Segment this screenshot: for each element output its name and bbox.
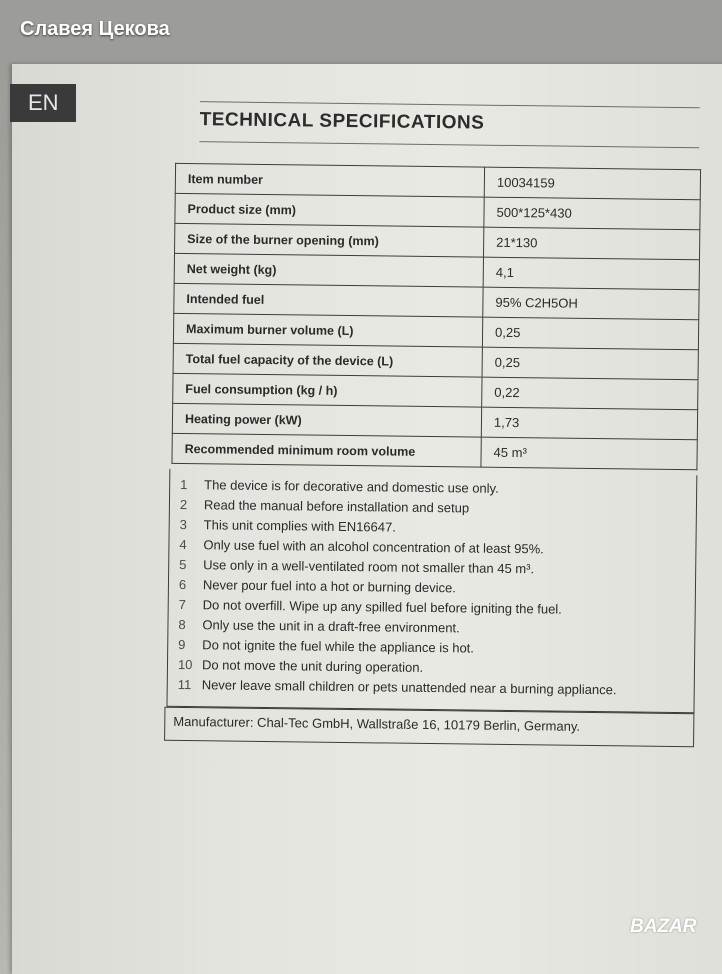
seller-watermark: Славея Цекова xyxy=(20,18,170,40)
spec-table xyxy=(171,163,701,470)
note-text: Do not overfill. Wipe up any spilled fuel before igniting the fuel. xyxy=(202,597,562,617)
note-number: 4 xyxy=(179,536,187,553)
title-rule-top xyxy=(200,101,700,108)
note-number: 7 xyxy=(178,596,187,613)
spec-value: 0,22 xyxy=(482,377,698,410)
note-number: 3 xyxy=(179,516,188,533)
page-title: TECHNICAL SPECIFICATIONS xyxy=(199,109,485,134)
spec-value: 4,1 xyxy=(483,257,699,290)
spec-label: Recommended minimum room volume xyxy=(172,433,481,467)
spec-value: 10034159 xyxy=(484,167,700,200)
spec-label: Total fuel capacity of the device (L) xyxy=(173,343,482,377)
safety-notes xyxy=(166,469,697,713)
spec-value: 1,73 xyxy=(481,407,697,440)
note-text: The device is for decorative and domestic use only. xyxy=(204,477,499,496)
note-text: Only use fuel with an alcohol concentration of at least 95%. xyxy=(203,537,544,557)
note-number: 11 xyxy=(177,676,192,693)
note-text: This unit complies with EN16647. xyxy=(203,517,396,535)
spec-label: Net weight (kg) xyxy=(174,253,483,287)
spec-label: Intended fuel xyxy=(174,283,483,317)
note-text: Do not ignite the fuel while the appliance is hot. xyxy=(202,637,475,656)
spec-value: 95% C2H5OH xyxy=(483,287,699,320)
spec-label: Size of the burner opening (mm) xyxy=(175,223,484,257)
note-number: 1 xyxy=(180,476,188,493)
bazar-logo xyxy=(630,916,714,946)
note-text: Do not move the unit during operation. xyxy=(201,657,424,675)
note-number: 10 xyxy=(177,656,193,673)
note-text: Never leave small children or pets unattended near a burning appliance. xyxy=(201,677,617,698)
note-number: 6 xyxy=(178,576,187,593)
spec-label: Item number xyxy=(175,163,484,197)
note-text: Never pour fuel into a hot or burning device. xyxy=(202,577,456,596)
note-number: 8 xyxy=(178,616,186,633)
spec-value: 21*130 xyxy=(483,227,699,260)
spec-value: 45 m³ xyxy=(481,437,697,470)
bazar-logo-text: BAZAR xyxy=(630,916,697,937)
spec-label: Product size (mm) xyxy=(175,193,484,227)
manufacturer-info: Manufacturer: Chal-Tec GmbH, Wallstraße 16, 10179 Berlin, Germany. xyxy=(164,707,694,747)
note-number: 9 xyxy=(178,636,186,653)
note-text: Use only in a well-ventilated room not smaller than 45 m³. xyxy=(203,557,535,577)
spec-value: 0,25 xyxy=(482,317,698,350)
note-text: Read the manual before installation and setup xyxy=(203,497,470,516)
note-number: 5 xyxy=(179,556,187,573)
spec-row xyxy=(172,433,697,469)
language-tab: EN xyxy=(10,84,76,122)
spec-label: Maximum burner volume (L) xyxy=(173,313,482,347)
spec-label: Fuel consumption (kg / h) xyxy=(173,373,482,407)
spec-label: Heating power (kW) xyxy=(172,403,481,437)
spec-value: 500*125*430 xyxy=(484,197,700,230)
title-rule-bottom xyxy=(199,141,699,148)
spec-value: 0,25 xyxy=(482,347,698,380)
note-number: 2 xyxy=(179,496,188,513)
note-text: Only use the unit in a draft-free environment. xyxy=(202,617,460,636)
